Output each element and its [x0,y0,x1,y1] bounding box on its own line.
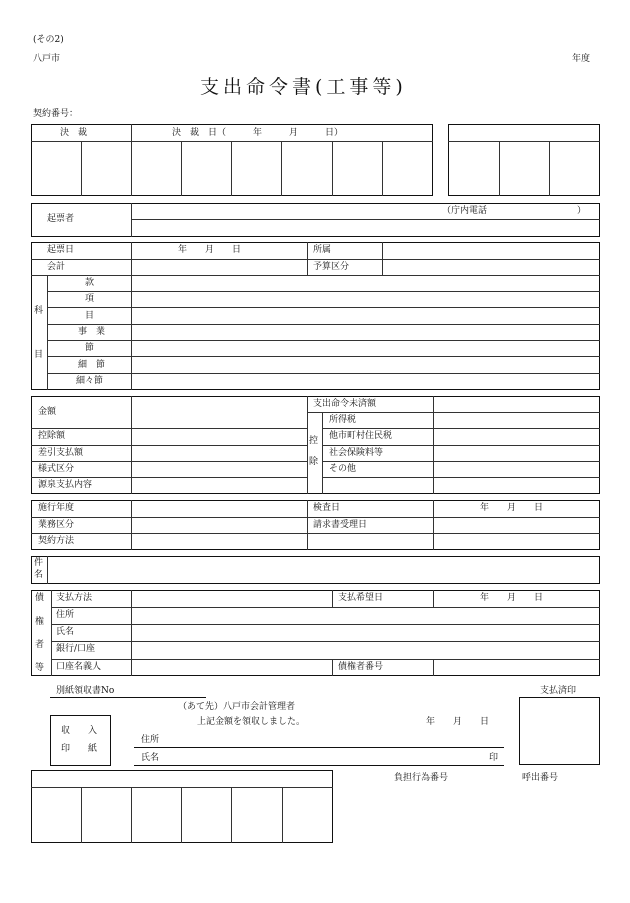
accounting-label: 会計 [47,262,66,272]
other-label: その他 [329,464,357,474]
subject-label-2: 名 [34,570,44,580]
paid-stamp-box [519,697,600,765]
unpaid-label: 支出命令未済額 [313,399,377,409]
saisaisetsu-label: 細々節 [76,376,104,386]
decision-label: 決 裁 [60,128,88,138]
dept-label: 所属 [313,245,332,255]
amount-label: 金額 [38,407,57,417]
sheet-number: (その2) [33,35,64,45]
subject-table [31,556,600,584]
inspection-date-format: 年 月 日 [480,503,544,513]
subject-side-1: 科 [34,306,44,316]
moku-label: 目 [85,311,95,321]
creditor-side-2: 権 [35,617,45,627]
decision-date-label: 決 裁 日（ 年 月 日） [172,128,344,138]
creditor-name-label: 氏名 [56,627,75,637]
revenue-stamp-1: 収 入 [61,726,98,736]
pay-method-label: 支払方法 [56,593,93,603]
draft-date-label: 起票日 [47,245,75,255]
format-label: 様式区分 [38,464,75,474]
creditor-side-3: 者 [35,640,45,650]
deduct-side-1: 控 [309,436,319,446]
receipt-date-format: 年 月 日 [426,717,490,727]
contract-number-label: 契約番号： [33,109,79,119]
creditor-side-1: 債 [35,593,45,603]
subject-label-1: 件 [34,558,44,568]
inspection-label: 検査日 [313,503,341,513]
bank-label: 銀行/口座 [56,644,96,654]
contract-method-label: 契約方法 [38,536,75,546]
revenue-stamp-2: 印 紙 [61,744,98,754]
insurance-label: 社会保険料等 [329,448,384,458]
call-number-label: 呼出番号 [522,773,559,783]
exec-year-label: 施行年度 [38,503,75,513]
kan-label: 款 [85,278,95,288]
withholding-label: 源泉支払内容 [38,480,93,490]
desired-date-format: 年 月 日 [480,593,544,603]
separate-receipt-label: 別紙領収書No [56,686,115,696]
receipt-address-label: 住所 [141,735,160,745]
invoice-label: 請求書受理日 [313,520,368,530]
seal-mark: 印 [489,753,499,763]
saisetsu-label: 細 節 [78,360,106,370]
approval-stamp-table [448,124,600,196]
deduct-side-2: 除 [309,457,319,467]
city-name: 八戸市 [33,54,61,64]
deduction-label: 控除額 [38,431,66,441]
kou-label: 項 [85,294,95,304]
subject-side-2: 目 [34,350,44,360]
receipt-name-label: 氏名 [141,753,160,763]
addressee: （あて先）八戸市会計管理者 [178,702,296,712]
creditor-address-label: 住所 [56,610,75,620]
phone-label: （庁内電話 ） [442,206,587,216]
burden-number-label: 負担行為番号 [394,773,449,783]
resident-tax-label: 他市町村住民税 [329,431,393,441]
income-tax-label: 所得税 [329,415,357,425]
page-title: 支出命令書(工事等) [200,76,407,98]
net-label: 差引支払額 [38,448,84,458]
desired-date-label: 支払希望日 [338,593,384,603]
drafter-label: 起票者 [47,214,75,224]
holder-label: 口座名義人 [56,662,102,672]
creditor-side-4: 等 [35,663,45,673]
budget-label: 予算区分 [313,262,350,272]
draft-date-format: 年 月 日 [178,245,242,255]
revenue-stamp-box [50,715,111,766]
jigyou-label: 事 業 [78,327,106,337]
creditor-no-label: 債権者番号 [338,662,384,672]
business-label: 業務区分 [38,520,75,530]
paid-stamp-label: 支払済印 [540,686,577,696]
setsu-label: 節 [85,343,95,353]
received-text: 上記金額を領収しました。 [197,717,306,727]
fiscal-year: 年度 [572,54,591,64]
bottom-stamp-table [31,770,333,843]
